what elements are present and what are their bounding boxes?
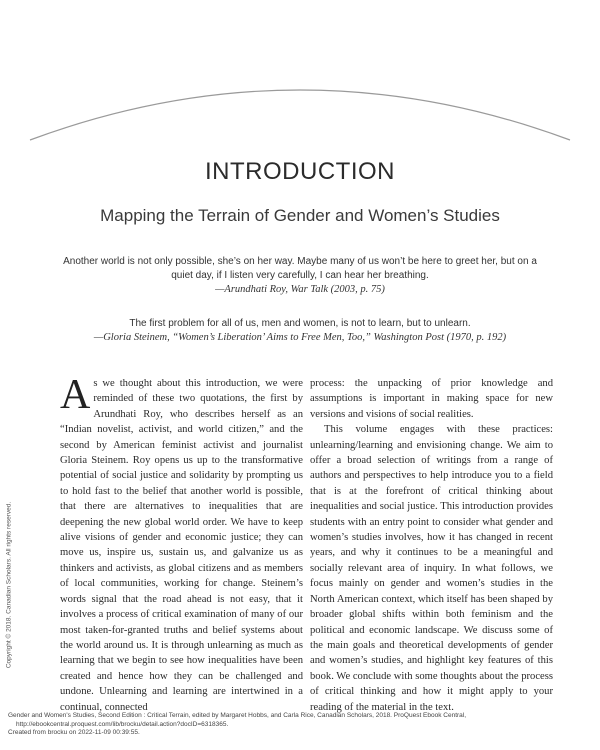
body-paragraph: This volume engages with these practices: unlearning/learning and envisioning change. We aim to offer a broad selection of writings from a range of authors and perspectives to help introduce you to a field that is at the forefront of critical thinking about inequalities and social justice. This introduction provides students with an entry point to consider what gender and women’s studies involves, how it has changed in recent years, and why it continues to be a meaningful and socially relevant area of inquiry. In what follows, we focus mainly on gender and women’s studies in the North American context, which itself has been shaped by broader global shifts within both feminism and the political and economic landscape. We discuss some of the main goals and theoretical developments of gender and women’s studies, and highlight key features of this book. We conclude with some thoughts about the process of critical thinking and how it might apply to your reading of the material in the text. — [310, 424, 553, 713]
body-column-right — [310, 376, 553, 715]
epigraph-quote: The first problem for all of us, men and women, is not to learn, but to unlearn. — [129, 318, 471, 329]
body-paragraph: process: the unpacking of prior knowledge and assumptions is important in making space for new versions and visions of social realities. — [310, 378, 553, 420]
copyright-text: Copyright © 2018. Canadian Scholars. All rights reserved. — [5, 501, 13, 669]
page-footer — [8, 712, 593, 738]
epigraph-quote: Another world is not only possible, she’s on her way. Maybe many of us won’t be here to greet her, but on a quiet day, if I listen very carefully, I can hear her breathing. — [63, 256, 537, 281]
footer-created: Created from brocku on 2022-11-09 00:39:55. — [8, 729, 140, 736]
chapter-subtitle: Mapping the Terrain of Gender and Women’s Studies — [100, 206, 500, 225]
body-text: s we thought about this introduction, we were reminded of these two quotations, the first by Arundhati Roy, who describes herself as an “Indian novelist, activist, and world citizen,” and the second by American feminist activist and journalist Gloria Steinem. Roy opens us up to the transformative potential of social justice and solidarity by prompting us to hold fast to the belief that another world is possible, that there are alternatives to inequalities that are deepening the new global world order. We have to keep alive visions of gender and economic justice; they can move us, inspire us, sustain us, and galvanize us as thinkers and activists, as global citizens and as members of local communities, working for change. Steinem’s words signal that the road ahead is not easy, that it involves a process of critical examination of many of our most taken-for-granted truths and belief systems about the world around us. It is through unlearning as much as learning that we begin to see how inequalities have been created and hence how they can be challenged and undone. Unlearning and learning are intertwined in a continual, connected — [60, 378, 303, 713]
body-column-left — [60, 372, 303, 715]
copyright-side-note — [2, 470, 16, 700]
decorative-arc — [0, 0, 600, 150]
epigraph-attribution: —Arundhati Roy, War Talk (2003, p. 75) — [215, 284, 385, 295]
body-paragraph — [60, 372, 303, 715]
epigraph-attribution: —Gloria Steinem, “Women’s Liberation’ Aims to Free Men, Too,” Washington Post (1970, p. 192) — [93, 332, 507, 343]
footer-link[interactable]: http://ebookcentral.proquest.com/lib/brocku/detail.action?docID=6318365. — [16, 720, 229, 728]
epigraph-steinem — [60, 317, 540, 345]
footer-citation: Gender and Women's Studies, Second Edition : Critical Terrain, edited by Margaret Hobbs, and Carla Rice, Canadian Scholars, 2018. ProQuest Ebook Central, — [8, 712, 467, 719]
chapter-title: INTRODUCTION — [205, 158, 395, 185]
epigraph-roy — [60, 255, 540, 297]
drop-cap: A — [60, 372, 91, 418]
